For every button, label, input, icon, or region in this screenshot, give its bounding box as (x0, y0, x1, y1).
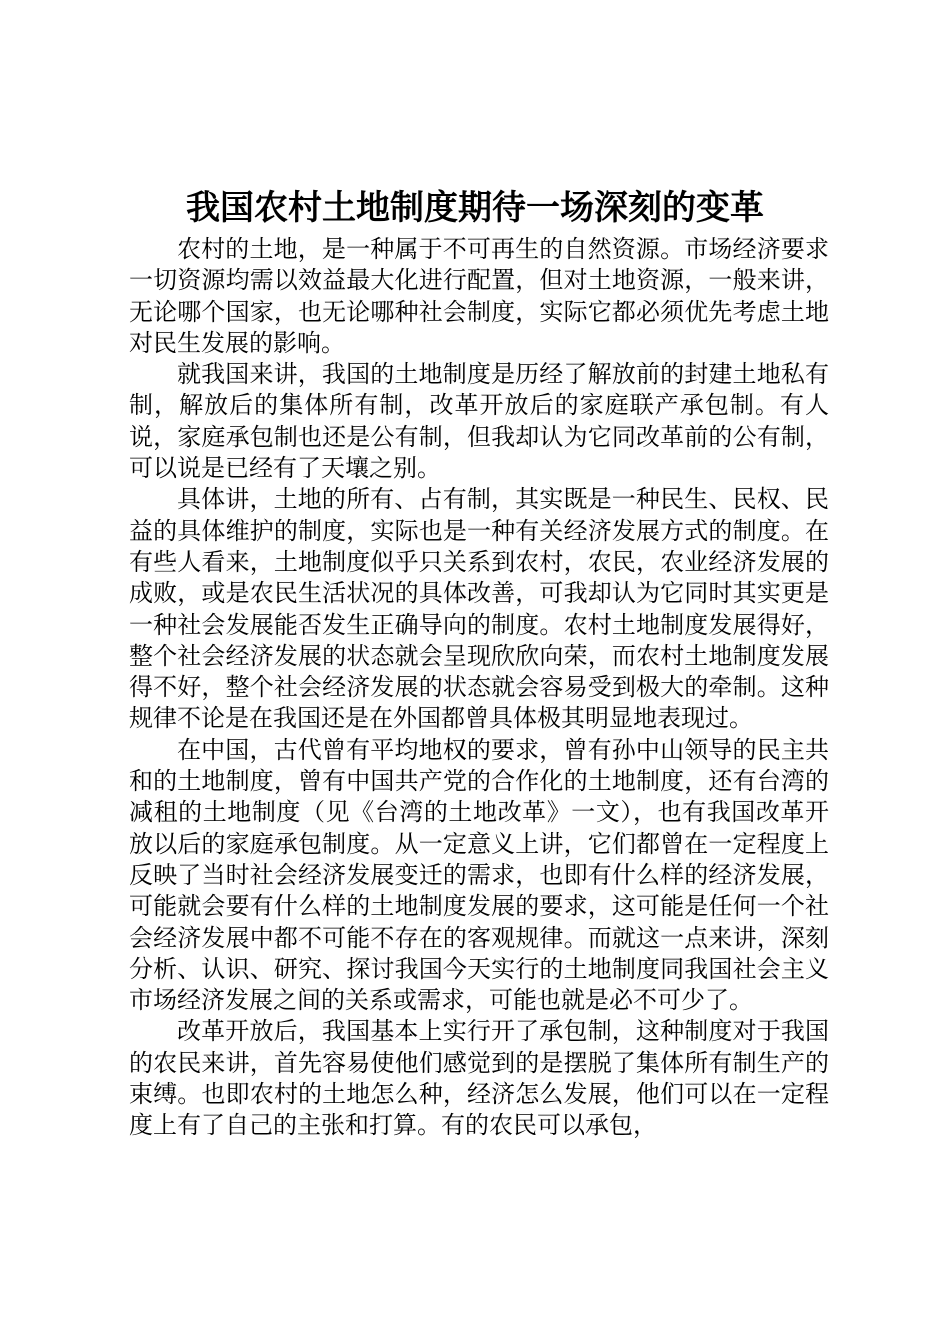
paragraph: 农村的土地，是一种属于不可再生的自然资源。市场经济要求一切资源均需以效益最大化进行配置，但对土地资源，一般来讲，无论哪个国家，也无论哪种社会制度，实际它都必须优先考虑土地对民生发展的影响。 (129, 235, 829, 357)
paragraph: 具体讲，土地的所有、占有制，其实既是一种民生、民权、民益的具体维护的制度，实际也是一种有关经济发展方式的制度。在有些人看来，土地制度似乎只关系到农村，农民，农业经济发展的成败，或是农民生活状况的具体改善，可我却认为它同时其实更是一种社会发展能否发生正确导向的制度。农村土地制度发展得好，整个社会经济发展的状态就会呈现欣欣向荣，而农村土地制度发展得不好，整个社会经济发展的状态就会容易受到极大的牵制。这种规律不论是在我国还是在外国都曾具体极其明显地表现过。 (129, 485, 829, 733)
document-title: 我国农村土地制度期待一场深刻的变革 (186, 188, 764, 228)
paragraph: 就我国来讲，我国的土地制度是历经了解放前的封建土地私有制，解放后的集体所有制，改革开放后的家庭联产承包制。有人说，家庭承包制也还是公有制，但我却认为它同改革前的公有制，可以说是已经有了天壤之别。 (129, 360, 829, 483)
paragraph: 改革开放后，我国基本上实行开了承包制，这种制度对于我国的农民来讲，首先容易使他们感觉到的是摆脱了集体所有制生产的束缚。也即农村的土地怎么种，经济怎么发展，他们可以在一定程度上有了自己的主张和打算。有的农民可以承包， (129, 1017, 829, 1140)
paragraph: 在中国，古代曾有平均地权的要求，曾有孙中山领导的民主共和的土地制度，曾有中国共产党的合作化的土地制度，还有台湾的减租的土地制度（见《台湾的土地改革》一文），也有我国改革开放以后的家庭承包制度。从一定意义上讲，它们都曾在一定程度上反映了当时社会经济发展变迁的需求，也即有什么样的经济发展，可能就会要有什么样的土地制度发展的要求，这可能是任何一个社会经济发展中都不可能不存在的客观规律。而就这一点来讲，深刻分析、认识、研究、探讨我国今天实行的土地制度同我国社会主义市场经济发展之间的关系或需求，可能也就是必不可少了。 (129, 735, 829, 1015)
document-body (129, 234, 829, 1142)
